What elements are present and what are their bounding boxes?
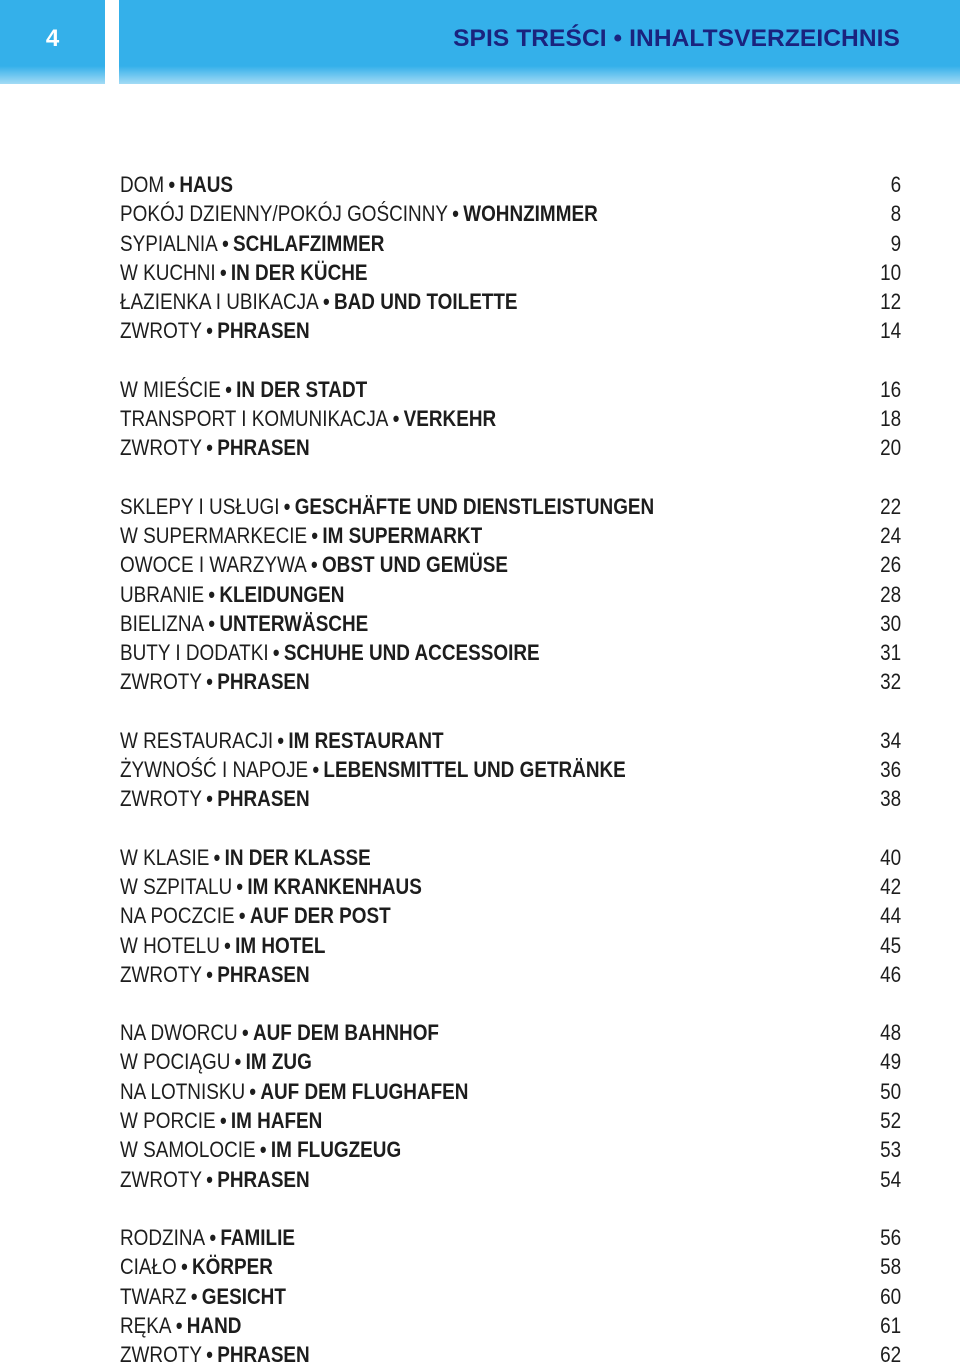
- toc-entry-german: KLEIDUNGEN: [219, 581, 345, 607]
- toc-entry[interactable]: [120, 638, 901, 667]
- toc-entry-german: SCHUHE UND ACCESSOIRE: [283, 640, 540, 666]
- toc-entry-german: IM RESTAURANT: [288, 727, 444, 753]
- toc-entry[interactable]: [120, 492, 901, 521]
- toc-entry[interactable]: [120, 1135, 901, 1164]
- bullet-separator-icon: •: [181, 1254, 188, 1280]
- toc-entry[interactable]: [120, 1047, 901, 1076]
- toc-entry-title: [120, 1340, 310, 1369]
- toc-entry-german: IM KRANKENHAUS: [247, 873, 422, 899]
- toc-entry[interactable]: [120, 433, 901, 462]
- toc-entry-title: [120, 375, 367, 404]
- toc-entry[interactable]: [120, 1311, 901, 1340]
- toc-entry-polish: RĘKA: [120, 1312, 172, 1338]
- toc-entry-title: [120, 521, 482, 550]
- toc-entry-title: [120, 755, 626, 784]
- bullet-separator-icon: •: [206, 1342, 213, 1368]
- toc-entry[interactable]: [120, 784, 901, 813]
- toc-entry-page: 40: [880, 844, 902, 870]
- bullet-separator-icon: •: [242, 1020, 249, 1046]
- toc-entry-page: 22: [880, 493, 902, 519]
- bullet-separator-icon: •: [208, 581, 216, 607]
- bullet-separator-icon: •: [206, 435, 213, 461]
- bullet-separator-icon: •: [168, 172, 176, 197]
- toc-section: [120, 726, 901, 814]
- toc-entry[interactable]: [120, 375, 901, 404]
- toc-entry-title: [120, 199, 598, 228]
- toc-entry-german: HAND: [186, 1312, 242, 1338]
- toc-entry-german: BAD UND TOILETTE: [333, 289, 518, 315]
- toc-entry-polish: W POCIĄGU: [120, 1049, 231, 1075]
- bullet-separator-icon: •: [206, 961, 213, 987]
- toc-entry-german: GESCHÄFTE UND DIENSTLEISTUNGEN: [294, 493, 655, 519]
- bullet-separator-icon: •: [209, 1224, 217, 1250]
- bullet-separator-icon: •: [206, 786, 213, 812]
- toc-entry[interactable]: [120, 580, 901, 609]
- toc-entry-german: PHRASEN: [217, 786, 310, 812]
- toc-entry-german: IN DER STADT: [236, 376, 368, 402]
- toc-entry-page: 16: [880, 376, 902, 402]
- toc-entry-title: [120, 316, 310, 345]
- toc-entry-title: [120, 1018, 439, 1047]
- toc-entry-title: [120, 287, 518, 316]
- toc-entry[interactable]: [120, 316, 901, 345]
- toc-entry-german: AUF DEM FLUGHAFEN: [260, 1078, 469, 1104]
- toc-entry[interactable]: [120, 1018, 901, 1047]
- toc-entry-polish: ZWROTY: [120, 1342, 202, 1368]
- toc-entry-title: [120, 872, 422, 901]
- toc-entry-polish: TWARZ: [120, 1283, 187, 1309]
- toc-entry-polish: CIAŁO: [120, 1254, 177, 1280]
- toc-entry-title: [120, 960, 310, 989]
- toc-entry-title: [120, 1311, 241, 1340]
- toc-entry-polish: SKLEPY I USŁUGI: [120, 493, 280, 519]
- toc-entry-polish: W MIEŚCIE: [120, 376, 221, 402]
- toc-entry-german: VERKEHR: [403, 406, 497, 432]
- toc-entry[interactable]: [120, 843, 901, 872]
- toc-entry-polish: W KLASIE: [120, 844, 210, 870]
- bullet-separator-icon: •: [234, 1049, 242, 1075]
- toc-entry-title: [120, 931, 325, 960]
- bullet-separator-icon: •: [206, 669, 213, 695]
- bullet-separator-icon: •: [190, 1283, 198, 1309]
- toc-entry-page: 50: [880, 1078, 902, 1104]
- toc-entry-page: 61: [880, 1312, 902, 1338]
- toc-entry-german: IM HOTEL: [235, 932, 326, 958]
- toc-entry-title: [120, 1135, 401, 1164]
- toc-entry-title: [120, 901, 391, 930]
- toc-entry[interactable]: [120, 170, 901, 199]
- toc-entry-title: [120, 550, 508, 579]
- bullet-separator-icon: •: [219, 1108, 227, 1134]
- toc-entry-polish: ZWROTY: [120, 318, 202, 344]
- toc-entry-german: SCHLAFZIMMER: [233, 230, 385, 256]
- bullet-separator-icon: •: [206, 1166, 213, 1192]
- toc-entry-title: [120, 492, 654, 521]
- toc-entry-page: 31: [880, 640, 902, 666]
- bullet-separator-icon: •: [272, 640, 280, 666]
- toc-entry-page: 24: [880, 522, 902, 548]
- bullet-separator-icon: •: [219, 259, 227, 285]
- toc-entry-polish: NA DWORCU: [120, 1020, 238, 1046]
- toc-entry[interactable]: [120, 404, 901, 433]
- bullet-separator-icon: •: [311, 552, 318, 578]
- page-title: SPIS TREŚCI • INHALTSVERZEICHNIS: [453, 25, 900, 52]
- toc-entry-german: PHRASEN: [217, 961, 310, 987]
- bullet-separator-icon: •: [312, 757, 320, 783]
- toc-entry[interactable]: [120, 1252, 901, 1281]
- bullet-separator-icon: •: [259, 1137, 267, 1163]
- toc-entry[interactable]: [120, 1106, 901, 1135]
- toc-entry-german: KÖRPER: [192, 1254, 273, 1280]
- toc-entry-polish: OWOCE I WARZYWA: [120, 552, 307, 578]
- toc-entry-title: [120, 1047, 312, 1076]
- toc-entry-polish: NA POCZCIE: [120, 903, 235, 929]
- toc-entry-polish: W RESTAURACJI: [120, 727, 274, 753]
- toc-entry-polish: ZWROTY: [120, 786, 202, 812]
- toc-entry-page: 10: [880, 259, 902, 285]
- toc-entry-german: PHRASEN: [217, 669, 310, 695]
- toc-entry-page: 62: [880, 1342, 902, 1368]
- toc-entry-polish: W PORCIE: [120, 1108, 216, 1134]
- toc-entry-title: [120, 667, 310, 696]
- toc-entry-page: 54: [880, 1166, 902, 1192]
- bullet-separator-icon: •: [311, 522, 319, 548]
- bullet-separator-icon: •: [213, 844, 221, 870]
- toc-entry[interactable]: [120, 667, 901, 696]
- toc-section: [120, 1018, 901, 1194]
- toc-entry-title: [120, 404, 496, 433]
- toc-entry-page: 49: [880, 1049, 902, 1075]
- toc-entry-polish: W KUCHNI: [120, 259, 216, 285]
- toc-entry-page: 52: [880, 1108, 902, 1134]
- toc-entry-page: 36: [880, 757, 902, 783]
- toc-entry-polish: W SAMOLOCIE: [120, 1137, 256, 1163]
- toc-entry-polish: W SZPITALU: [120, 873, 233, 899]
- toc-section: [120, 170, 901, 346]
- toc-entry-polish: NA LOTNISKU: [120, 1078, 246, 1104]
- toc-entry-polish: BUTY I DODATKI: [120, 640, 269, 666]
- toc-entry-title: [120, 1282, 286, 1311]
- toc-entry-german: PHRASEN: [217, 435, 310, 461]
- toc-entry-title: [120, 258, 368, 287]
- toc-entry-german: IM ZUG: [245, 1049, 312, 1075]
- toc-entry[interactable]: [120, 960, 901, 989]
- toc-entry-polish: RODZINA: [120, 1224, 206, 1250]
- toc-entry-title: [120, 1223, 295, 1252]
- toc-entry-page: 58: [880, 1254, 902, 1280]
- toc-entry-page: 46: [880, 961, 902, 987]
- toc-entry-german: LEBENSMITTEL UND GETRÄNKE: [323, 757, 626, 783]
- toc-entry-polish: BIELIZNA: [120, 610, 205, 636]
- toc-entry-polish: ZWROTY: [120, 435, 202, 461]
- toc-entry-page: 20: [880, 435, 902, 461]
- toc-entry-german: FAMILIE: [220, 1224, 295, 1250]
- toc-entry[interactable]: [120, 229, 901, 258]
- toc-entry-german: PHRASEN: [217, 318, 310, 344]
- toc-entry-polish: POKÓJ DZIENNY/POKÓJ GOŚCINNY: [120, 201, 448, 227]
- toc-entry-title: [120, 1165, 310, 1194]
- toc-entry-page: 56: [880, 1224, 902, 1250]
- toc-entry-page: 12: [880, 289, 902, 315]
- bullet-separator-icon: •: [222, 230, 229, 256]
- toc-entry-page: 44: [880, 903, 902, 929]
- toc-entry-title: [120, 433, 310, 462]
- toc-entry[interactable]: [120, 550, 901, 579]
- toc-entry-polish: ZWROTY: [120, 961, 202, 987]
- toc-entry-title: [120, 1106, 322, 1135]
- toc-entry-page: 45: [880, 932, 902, 958]
- toc-entry-german: HAUS: [179, 172, 233, 197]
- toc-entry-page: 32: [880, 669, 902, 695]
- toc-entry-page: 42: [880, 873, 902, 899]
- toc-entry-page: 18: [880, 406, 902, 432]
- toc-entry-page: 6: [890, 172, 902, 197]
- toc-section: [120, 1223, 901, 1369]
- toc-entry[interactable]: [120, 609, 901, 638]
- toc-entry-title: [120, 843, 371, 872]
- table-of-contents: [120, 170, 901, 1372]
- toc-entry-german: PHRASEN: [217, 1166, 310, 1192]
- toc-entry-polish: W HOTELU: [120, 932, 220, 958]
- toc-entry-page: 26: [880, 552, 902, 578]
- bullet-separator-icon: •: [238, 903, 246, 929]
- toc-entry-polish: TRANSPORT I KOMUNIKACJA: [120, 406, 389, 432]
- toc-entry-german: IN DER KÜCHE: [230, 259, 368, 285]
- bullet-separator-icon: •: [249, 1078, 257, 1104]
- toc-entry[interactable]: [120, 258, 901, 287]
- toc-entry-page: 53: [880, 1137, 902, 1163]
- toc-entry-german: IM HAFEN: [230, 1108, 323, 1134]
- toc-entry-page: 38: [880, 786, 902, 812]
- toc-entry-title: [120, 726, 444, 755]
- bullet-separator-icon: •: [236, 873, 244, 899]
- bullet-separator-icon: •: [452, 201, 459, 227]
- toc-entry-polish: ZWROTY: [120, 1166, 202, 1192]
- toc-entry-german: IN DER KLASSE: [224, 844, 371, 870]
- toc-entry-page: 30: [880, 610, 902, 636]
- toc-entry[interactable]: [120, 726, 901, 755]
- toc-entry-title: [120, 580, 344, 609]
- bullet-separator-icon: •: [283, 493, 291, 519]
- toc-entry-page: 8: [890, 201, 902, 227]
- bullet-separator-icon: •: [392, 406, 400, 432]
- bullet-separator-icon: •: [323, 289, 330, 315]
- toc-entry[interactable]: [120, 931, 901, 960]
- toc-entry[interactable]: [120, 755, 901, 784]
- toc-entry[interactable]: [120, 1282, 901, 1311]
- page-number: 4: [45, 25, 60, 52]
- toc-entry[interactable]: [120, 1165, 901, 1194]
- toc-entry-german: GESICHT: [201, 1283, 286, 1309]
- toc-entry-title: [120, 1252, 273, 1281]
- bullet-separator-icon: •: [175, 1312, 183, 1338]
- toc-entry[interactable]: [120, 1340, 901, 1369]
- toc-entry-page: 14: [880, 318, 902, 344]
- toc-entry-polish: SYPIALNIA: [120, 230, 218, 256]
- toc-entry[interactable]: [120, 1223, 901, 1252]
- toc-entry-page: 48: [880, 1020, 902, 1046]
- toc-entry[interactable]: [120, 521, 901, 550]
- toc-entry[interactable]: [120, 901, 901, 930]
- toc-entry-page: 34: [880, 727, 902, 753]
- toc-entry[interactable]: [120, 199, 901, 228]
- toc-entry-german: AUF DEM BAHNHOF: [252, 1020, 439, 1046]
- toc-section: [120, 843, 901, 989]
- toc-entry-polish: UBRANIE: [120, 581, 205, 607]
- toc-entry-title: [120, 1077, 468, 1106]
- toc-entry-german: IM FLUGZEUG: [270, 1137, 402, 1163]
- toc-entry-german: UNTERWÄSCHE: [219, 610, 369, 636]
- toc-entry-german: WOHNZIMMER: [463, 201, 598, 227]
- bullet-separator-icon: •: [224, 932, 231, 958]
- bullet-separator-icon: •: [225, 376, 232, 402]
- toc-entry-page: 9: [890, 230, 902, 256]
- toc-section: [120, 492, 901, 697]
- toc-entry-polish: ŁAZIENKA I UBIKACJA: [120, 289, 319, 315]
- bullet-separator-icon: •: [206, 318, 213, 344]
- toc-entry-german: PHRASEN: [217, 1342, 310, 1368]
- toc-section: [120, 375, 901, 463]
- toc-entry-german: AUF DER POST: [249, 903, 391, 929]
- toc-entry-german: OBST UND GEMÜSE: [321, 552, 509, 578]
- toc-entry-polish: DOM: [120, 172, 165, 197]
- toc-entry-title: [120, 638, 540, 667]
- toc-entry-title: [120, 229, 384, 258]
- toc-entry[interactable]: [120, 872, 901, 901]
- toc-entry-polish: W SUPERMARKECIE: [120, 522, 308, 548]
- toc-entry[interactable]: [120, 287, 901, 316]
- toc-entry-polish: ZWROTY: [120, 669, 202, 695]
- bullet-separator-icon: •: [277, 727, 285, 753]
- bullet-separator-icon: •: [208, 610, 216, 636]
- toc-entry-page: 28: [880, 581, 902, 607]
- toc-entry[interactable]: [120, 1077, 901, 1106]
- toc-entry-page: 60: [880, 1283, 902, 1309]
- toc-entry-title: [120, 784, 310, 813]
- toc-entry-title: [120, 170, 233, 199]
- toc-entry-title: [120, 609, 368, 638]
- toc-entry-polish: ŻYWNOŚĆ I NAPOJE: [120, 757, 309, 783]
- toc-entry-german: IM SUPERMARKT: [322, 522, 483, 548]
